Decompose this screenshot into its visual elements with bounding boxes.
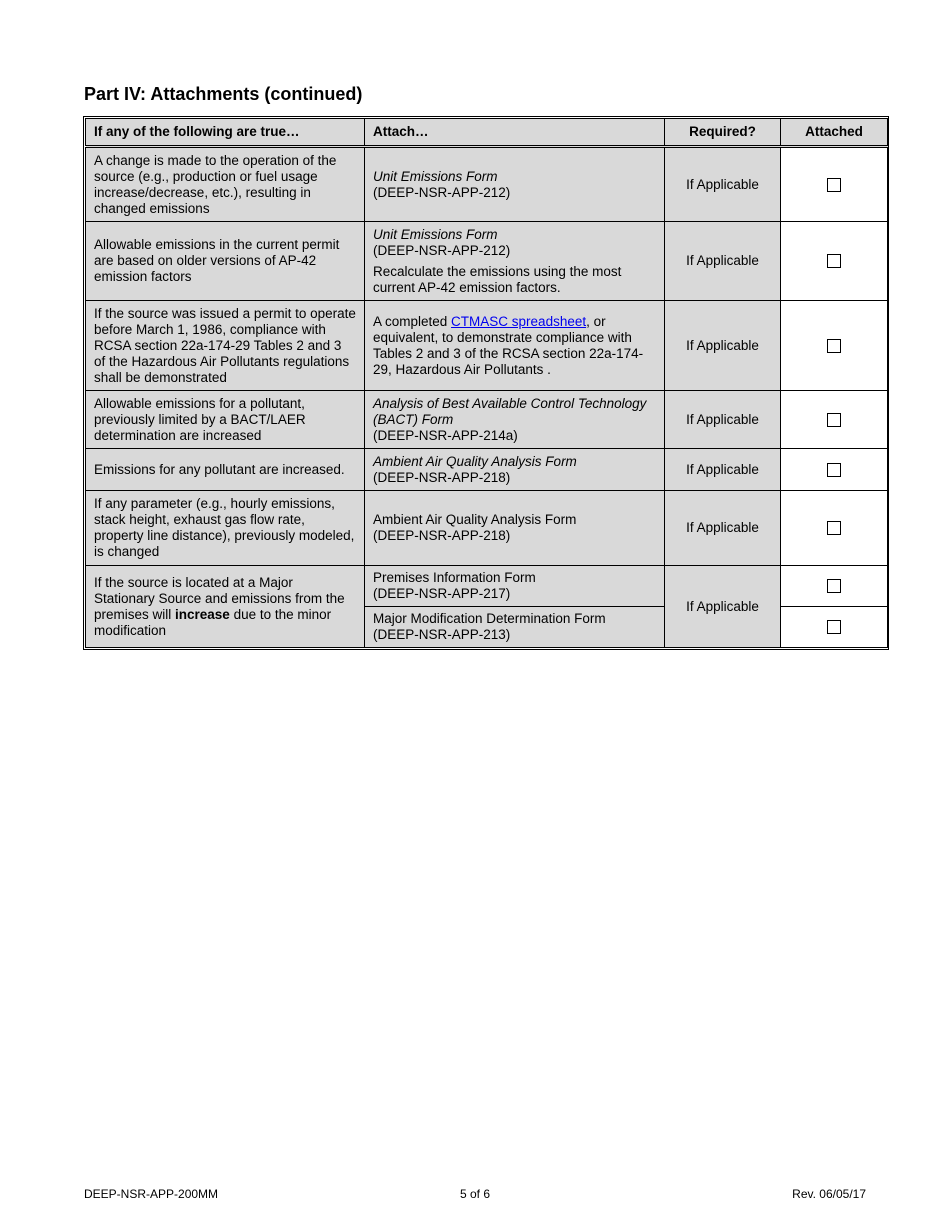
table-row — [86, 147, 888, 222]
condition-cell: Allowable emissions for a pollutant, previously limited by a BACT/LAER determination are increased — [86, 391, 365, 449]
attached-cell — [781, 449, 888, 491]
attached-cell — [781, 391, 888, 449]
attached-checkbox[interactable] — [827, 178, 841, 192]
required-cell: If Applicable — [665, 222, 781, 301]
form-name: Analysis of Best Available Control Technology (BACT) Form — [373, 395, 647, 427]
condition-cell: If the source was issued a permit to operate before March 1, 1986, compliance with RCSA section 22a-174-29 Tables 2 and 3 of the Hazardous Air Pollutants regulations shall be demonstrated — [86, 301, 365, 391]
attach-cell — [365, 147, 665, 222]
attached-checkbox[interactable] — [827, 620, 841, 634]
attached-checkbox[interactable] — [827, 579, 841, 593]
form-code: (DEEP-NSR-APP-213) — [373, 627, 511, 642]
form-code: (DEEP-NSR-APP-217) — [373, 586, 511, 601]
attached-checkbox[interactable] — [827, 521, 841, 535]
attach-cell — [365, 566, 665, 607]
attached-checkbox[interactable] — [827, 413, 841, 427]
form-name: Unit Emissions Form — [373, 168, 498, 184]
attached-cell — [781, 566, 888, 607]
required-cell: If Applicable — [665, 147, 781, 222]
attached-cell — [781, 147, 888, 222]
table-row — [86, 491, 888, 566]
condition-cell: Allowable emissions in the current permit are based on older versions of AP-42 emission factors — [86, 222, 365, 301]
attach-cell — [365, 391, 665, 449]
attached-cell — [781, 222, 888, 301]
footer-revision: Rev. 06/05/17 — [792, 1187, 866, 1201]
attach-text-pre: A completed — [373, 313, 452, 329]
condition-text-post: due to the minor modification — [94, 606, 332, 638]
form-code: (DEEP-NSR-APP-214a) — [373, 427, 518, 443]
attach-cell — [365, 449, 665, 491]
ctmasc-spreadsheet-link[interactable]: CTMASC spreadsheet — [451, 313, 587, 329]
attachments-table-frame — [83, 116, 889, 650]
form-name: Ambient Air Quality Analysis Form — [373, 453, 577, 469]
form-code: (DEEP-NSR-APP-212) — [373, 242, 511, 258]
form-name: Major Modification Determination Form — [373, 611, 606, 626]
table-row — [86, 449, 888, 491]
table-row — [86, 566, 888, 607]
required-cell: If Applicable — [665, 391, 781, 449]
table-row — [86, 301, 888, 391]
attached-cell — [781, 607, 888, 648]
attach-cell — [365, 222, 665, 301]
required-cell: If Applicable — [665, 491, 781, 566]
attach-cell — [365, 607, 665, 648]
form-code: (DEEP-NSR-APP-218) — [373, 469, 511, 485]
form-name: Premises Information Form — [373, 570, 536, 585]
required-cell: If Applicable — [665, 301, 781, 391]
attach-text-post: , or equivalent, to demonstrate compliance with Tables 2 and 3 of the RCSA section 22a-174-29, Hazardous Air Pollutants . — [373, 313, 644, 377]
header-required: Required? — [665, 119, 781, 147]
footer-page-number: 5 of 6 — [459, 1187, 491, 1201]
attach-cell — [365, 301, 665, 391]
attachments-table — [85, 118, 888, 648]
attach-note: Recalculate the emissions using the most current AP-42 emission factors. — [373, 263, 622, 295]
footer-form-id: DEEP-NSR-APP-200MM — [84, 1187, 219, 1201]
condition-cell: If any parameter (e.g., hourly emissions, stack height, exhaust gas flow rate, property line distance), previously modeled, is changed — [86, 491, 365, 566]
attached-cell — [781, 301, 888, 391]
table-row — [86, 391, 888, 449]
attached-checkbox[interactable] — [827, 254, 841, 268]
required-cell: If Applicable — [665, 566, 781, 648]
table-row — [86, 222, 888, 301]
condition-cell: A change is made to the operation of the source (e.g., production or fuel usage increase/decrease, etc.), resulting in changed emissions — [86, 147, 365, 222]
attached-checkbox[interactable] — [827, 463, 841, 477]
condition-text-bold: increase — [175, 606, 230, 622]
header-condition: If any of the following are true… — [86, 119, 365, 147]
required-cell: If Applicable — [665, 449, 781, 491]
condition-text-pre: If the source is located at a Major Stationary Source and emissions from the premises will — [94, 574, 345, 622]
form-name: Ambient Air Quality Analysis Form — [373, 512, 577, 527]
form-name: Unit Emissions Form — [373, 226, 498, 242]
form-code: (DEEP-NSR-APP-212) — [373, 184, 511, 200]
header-attach: Attach… — [365, 119, 665, 147]
attached-checkbox[interactable] — [827, 339, 841, 353]
condition-cell: Emissions for any pollutant are increased. — [86, 449, 365, 491]
attach-cell — [365, 491, 665, 566]
form-code: (DEEP-NSR-APP-218) — [373, 528, 511, 543]
attached-cell — [781, 491, 888, 566]
section-heading: Part IV: Attachments (continued) — [84, 84, 363, 104]
condition-cell — [86, 566, 365, 648]
header-attached: Attached — [781, 119, 888, 147]
table-header-row — [86, 119, 888, 147]
